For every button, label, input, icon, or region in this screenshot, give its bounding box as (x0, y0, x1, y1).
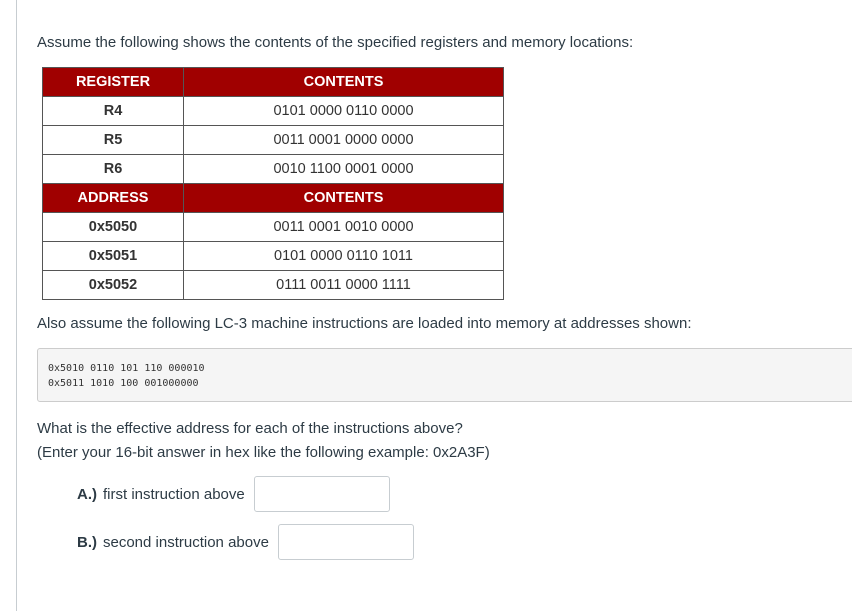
question-line: What is the effective address for each of the instructions above? (37, 420, 463, 437)
intro-text: Assume the following shows the contents of the specified registers and memory locations: (37, 34, 634, 51)
memory-address: 0x5052 (43, 271, 184, 300)
answer-b-row (77, 524, 414, 560)
table-row (43, 155, 504, 184)
register-value: 0010 1100 0001 0000 (184, 155, 504, 184)
memory-address: 0x5050 (43, 213, 184, 242)
register-name: R4 (43, 97, 184, 126)
register-memory-table (42, 67, 504, 300)
answer-b-input[interactable] (278, 524, 414, 560)
instructions-intro: Also assume the following LC-3 machine instructions are loaded into memory at addresses shown: (37, 315, 692, 332)
answer-b-prefix: B.) (77, 533, 97, 551)
left-border (16, 0, 17, 611)
table-row (43, 271, 504, 300)
register-header: REGISTER (43, 68, 184, 97)
register-name: R5 (43, 126, 184, 155)
register-name: R6 (43, 155, 184, 184)
address-header: ADDRESS (43, 184, 184, 213)
code-block (37, 348, 852, 402)
answer-b-label (77, 534, 269, 551)
question-text (37, 417, 490, 465)
answer-a-text: first instruction above (103, 485, 245, 503)
code-line: 0x5011 1010 100 001000000 (48, 378, 199, 389)
memory-value: 0011 0001 0010 0000 (184, 213, 504, 242)
memory-value: 0101 0000 0110 1011 (184, 242, 504, 271)
code-line: 0x5010 0110 101 110 000010 (48, 363, 205, 374)
register-value: 0101 0000 0110 0000 (184, 97, 504, 126)
answer-a-prefix: A.) (77, 485, 97, 503)
answer-a-label (77, 486, 245, 503)
table-row (43, 126, 504, 155)
table-row (43, 242, 504, 271)
answer-a-input[interactable] (254, 476, 390, 512)
register-header-row (43, 68, 504, 97)
register-contents-header: CONTENTS (184, 68, 504, 97)
memory-value: 0111 0011 0000 1111 (184, 271, 504, 300)
memory-address: 0x5051 (43, 242, 184, 271)
address-header-row (43, 184, 504, 213)
answer-b-text: second instruction above (103, 533, 269, 551)
question-hint: (Enter your 16-bit answer in hex like the following example: 0x2A3F) (37, 444, 490, 461)
answer-a-row (77, 476, 390, 512)
register-value: 0011 0001 0000 0000 (184, 126, 504, 155)
table-row (43, 213, 504, 242)
address-contents-header: CONTENTS (184, 184, 504, 213)
table-row (43, 97, 504, 126)
